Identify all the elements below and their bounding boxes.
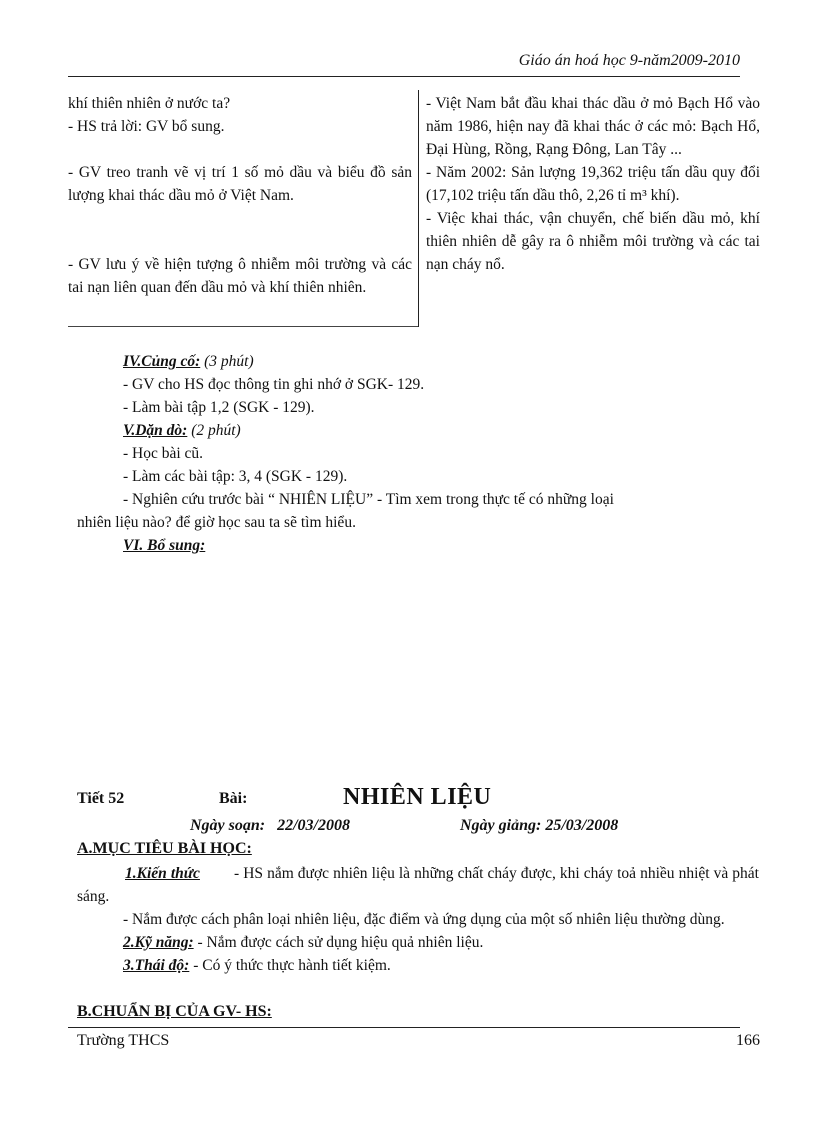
prep-date-value: 22/03/2008 <box>277 817 350 834</box>
lesson-number: Tiết 52 <box>77 790 125 807</box>
footer-page-number: 166 <box>736 1032 760 1049</box>
section-iv-item: - Làm bài tập 1,2 (SGK - 129). <box>123 399 315 416</box>
section-v-item-continued: nhiên liệu nào? để giờ học sau ta sẽ tìm hiểu. <box>77 514 356 531</box>
section-a-title: A.MỤC TIÊU BÀI HỌC: <box>77 840 252 857</box>
left-cell-line: - HS trả lời: GV bổ sung. <box>68 118 225 135</box>
section-v-item: - Học bài cũ. <box>123 445 204 462</box>
section-v-item: - Làm các bài tập: 3, 4 (SGK - 129). <box>123 468 348 485</box>
section-b-title: B.CHUẨN BỊ CỦA GV- HS: <box>77 1003 272 1020</box>
teach-date-row <box>460 817 618 835</box>
right-cell-line: - Việc khai thác, vận chuyển, chế biến dầu mỏ, khí thiên nhiên dễ gây ra ô nhiễm môi trường và các tai nạn cháy nổ. <box>426 210 760 273</box>
table-left-column <box>68 92 412 299</box>
footer-school: Trường THCS <box>77 1032 170 1049</box>
attitude-text: - Có ý thức thực hành tiết kiệm. <box>193 957 391 974</box>
section-iv-time: (3 phút) <box>204 353 254 370</box>
section-v <box>123 419 614 511</box>
skill-label: 2.Kỹ năng: <box>123 934 194 951</box>
left-cell-line: khí thiên nhiên ở nước ta? <box>68 95 231 112</box>
section-vi-title: VI. Bổ sung: <box>123 537 206 554</box>
section-v-title: V.Dặn dò: <box>123 422 188 439</box>
section-v-item: - Nghiên cứu trước bài “ NHIÊN LIỆU” - Tìm xem trong thực tế có những loại <box>123 491 614 508</box>
left-cell-line: - GV lưu ý về hiện tượng ô nhiễm môi trường và các tai nạn liên quan đến dầu mỏ và khí thiên nhiên. <box>68 256 412 296</box>
attitude-label: 3.Thái độ: <box>123 957 190 974</box>
section-v-time: (2 phút) <box>191 422 241 439</box>
knowledge-text: - HS nắm được nhiên liệu là những chất cháy được, khi cháy toả nhiều nhiệt và phát sáng. <box>77 865 759 905</box>
header-rule <box>68 76 740 77</box>
table-right-column <box>426 92 760 276</box>
left-cell-spacer <box>68 207 412 253</box>
lesson-title: NHIÊN LIỆU <box>343 784 492 810</box>
section-iv-item: - GV cho HS đọc thông tin ghi nhớ ở SGK- 129. <box>123 376 425 393</box>
page-header-title: Giáo án hoá học 9-năm2009-2010 <box>518 52 740 69</box>
right-cell-line: - Năm 2002: Sản lượng 19,362 triệu tấn dầu quy đổi (17,102 triệu tấn dầu thô, 2,26 tỉ m³ khí). <box>426 164 760 204</box>
prep-date-label: Ngày soạn: <box>190 817 266 834</box>
prep-date-row <box>190 817 350 835</box>
right-cell-line: - Việt Nam bắt đầu khai thác dầu ở mỏ Bạch Hổ vào năm 1986, hiện nay đã khai thác ở các mỏ: Bạch Hổ, Đại Hùng, Rồng, Rạng Đông, Lan Tây ... <box>426 95 760 158</box>
table-bottom-rule <box>68 326 418 327</box>
table-column-divider <box>418 90 419 327</box>
left-cell-spacer <box>68 138 412 161</box>
teach-date-label: Ngày giảng: <box>460 817 542 834</box>
knowledge-text-2: - Nắm được cách phân loại nhiên liệu, đặc điểm và ứng dụng của một số nhiên liệu thường dùng. <box>123 911 725 928</box>
section-a-body <box>77 862 759 977</box>
section-iv <box>123 350 424 419</box>
teach-date-value: 25/03/2008 <box>545 817 619 834</box>
left-cell-line: - GV treo tranh vẽ vị trí 1 số mỏ dầu và biểu đồ sản lượng khai thác dầu mỏ ở Việt Nam. <box>68 164 412 204</box>
skill-text: - Nắm được cách sử dụng hiệu quả nhiên liệu. <box>197 934 484 951</box>
footer-rule <box>68 1027 740 1028</box>
section-iv-title: IV.Củng cố: <box>123 353 201 370</box>
knowledge-label: 1.Kiến thức <box>125 865 200 882</box>
lesson-label: Bài: <box>219 790 248 807</box>
